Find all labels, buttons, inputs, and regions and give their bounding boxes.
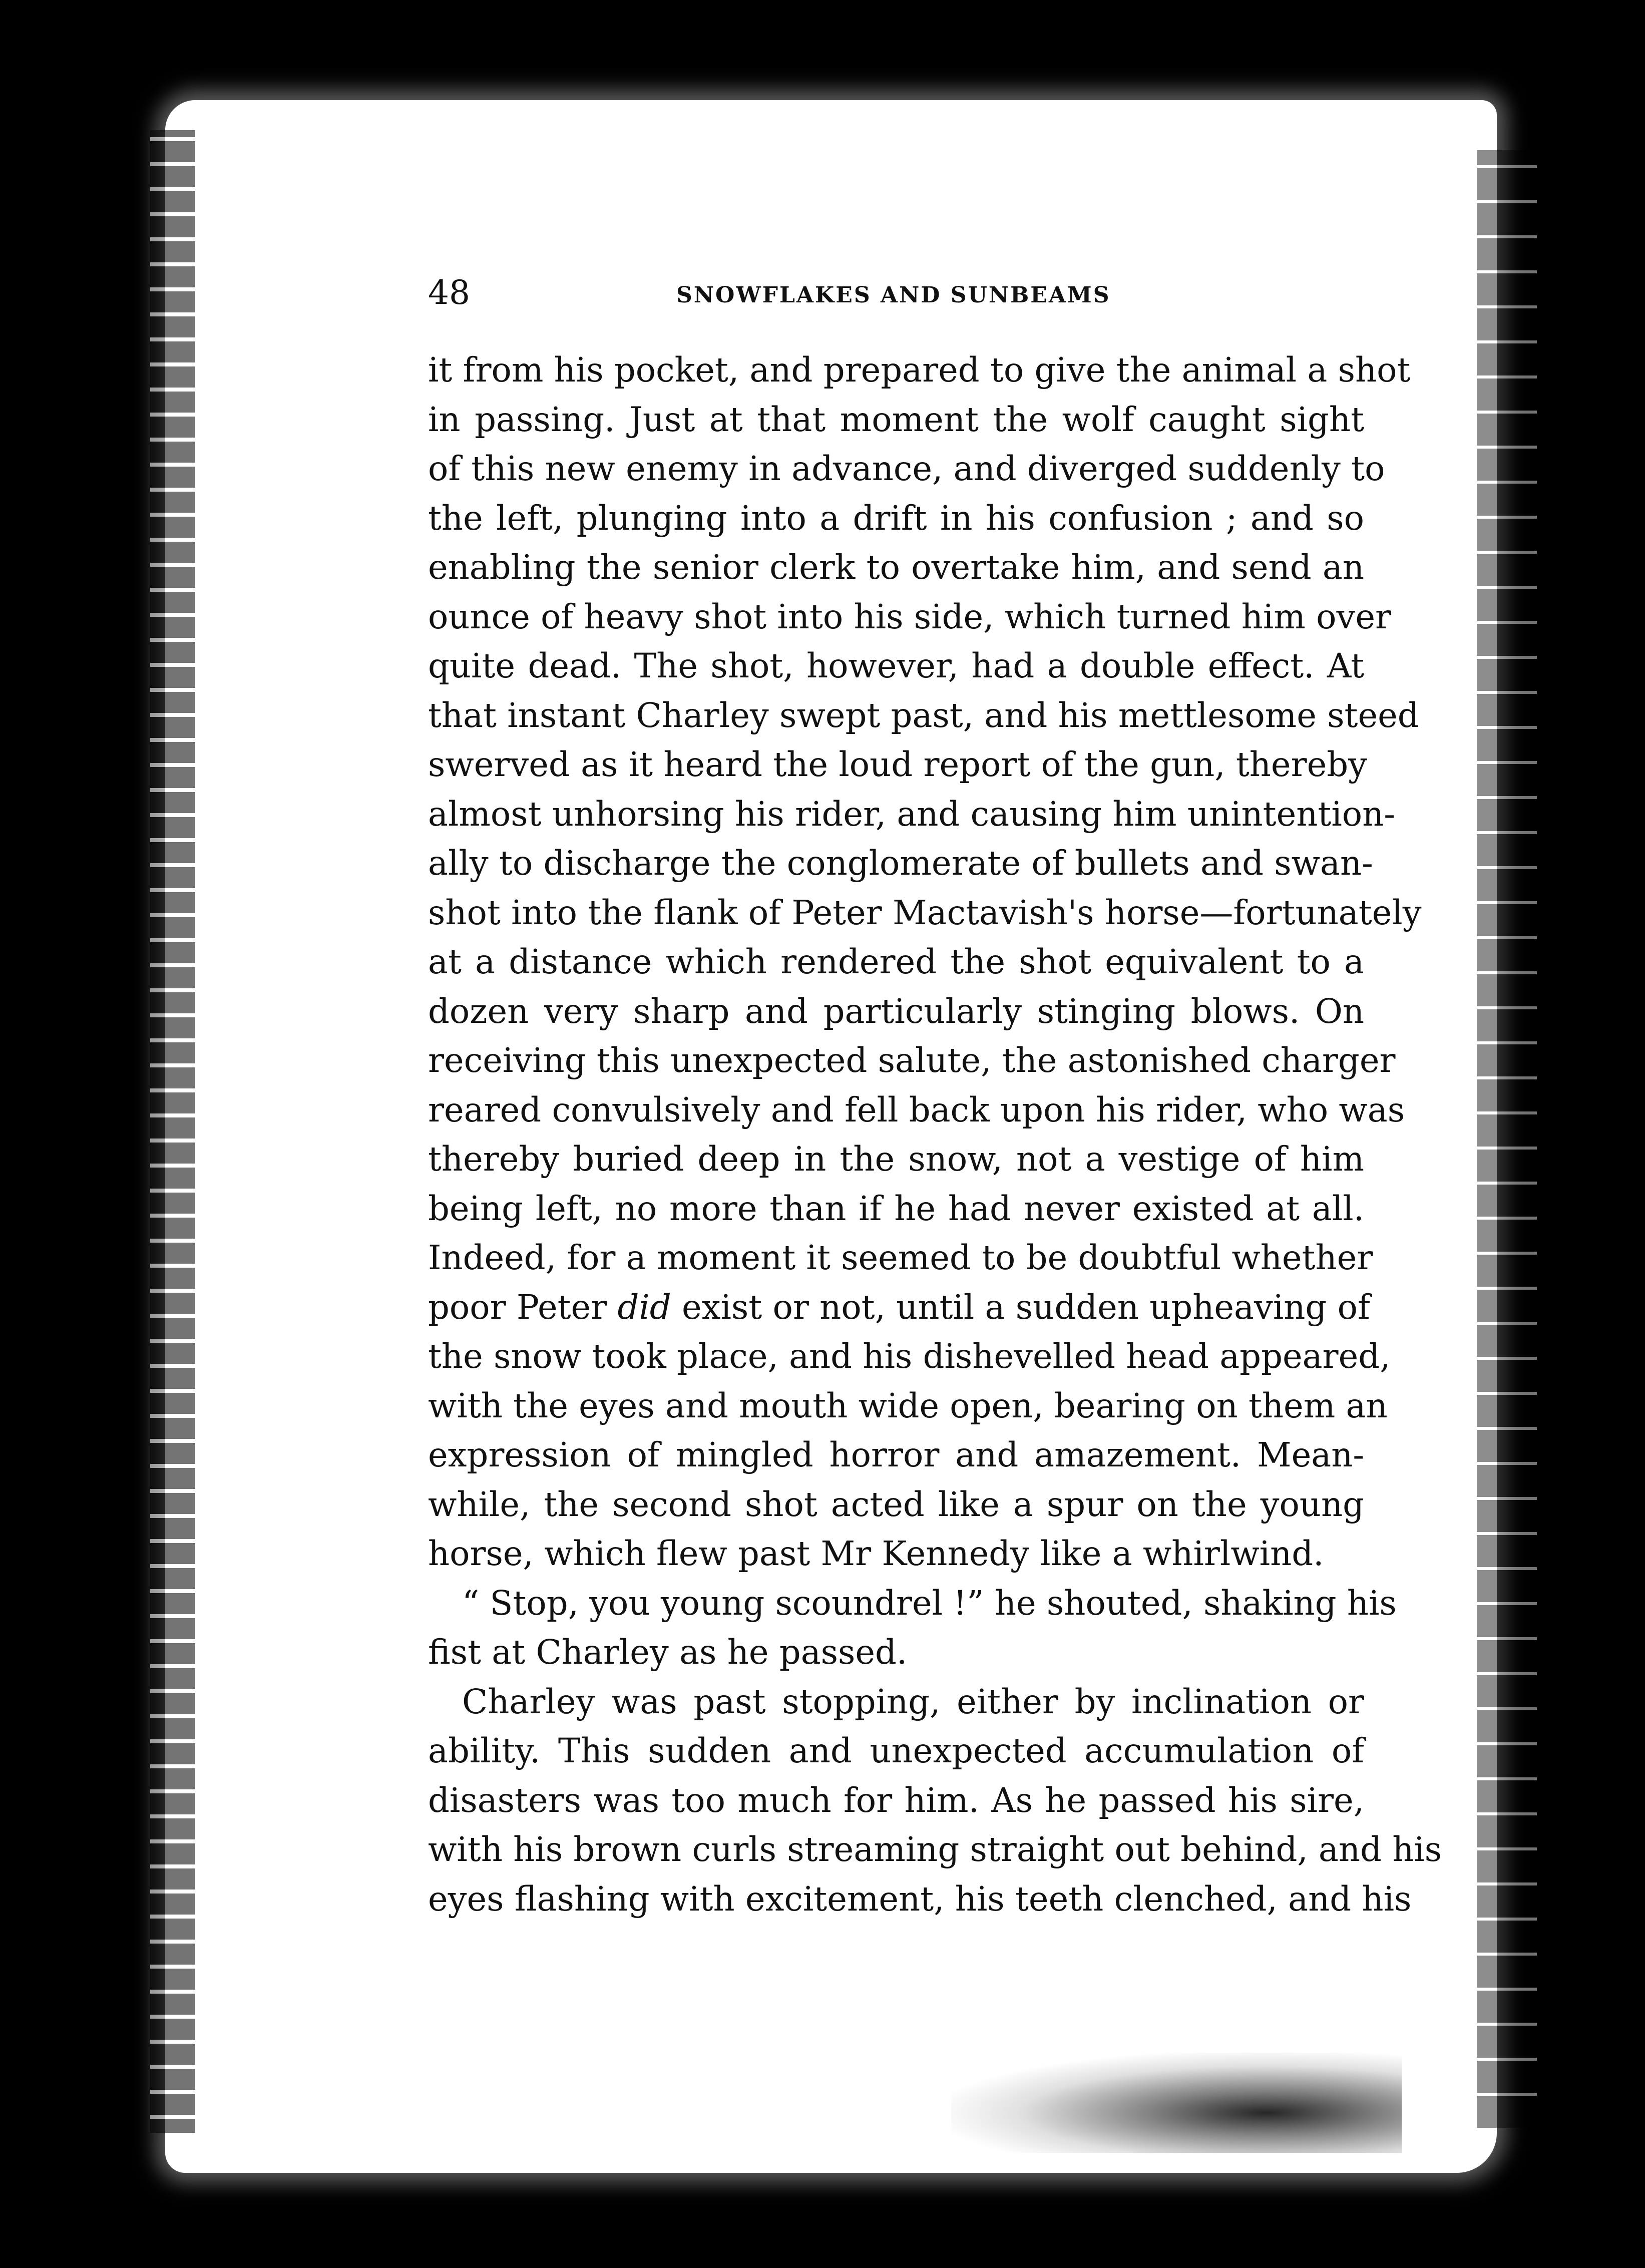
text-line: ally to discharge the conglomerate of bullets and swan- — [428, 844, 1373, 883]
text-line: Charley was past stopping, either by inclination or — [462, 1682, 1364, 1721]
page-header — [428, 270, 1369, 315]
page-number: 48 — [428, 273, 470, 312]
text-line: horse, which flew past Mr Kennedy like a whirlwind. — [428, 1534, 1324, 1573]
text-line: Indeed, for a moment it seemed to be doubtful whether — [428, 1238, 1373, 1277]
text-line: reared convulsively and fell back upon his rider, who was — [428, 1090, 1405, 1129]
text-line: enabling the senior clerk to overtake him, and send an — [428, 548, 1364, 587]
running-head: SNOWFLAKES AND SUNBEAMS — [676, 282, 1111, 308]
left-edge-scan-noise — [150, 130, 195, 2133]
text-line: disasters was too much for him. As he passed his sire, — [428, 1780, 1364, 1820]
text-line: the left, plunging into a drift in his confusion ; and so — [428, 498, 1364, 538]
text-line: while, the second shot acted like a spur on the young — [428, 1484, 1364, 1524]
bottom-ink-smudge — [951, 2053, 1402, 2153]
text-line: in passing. Just at that moment the wolf caught sight — [428, 400, 1364, 439]
text-line: it from his pocket, and prepared to give the animal a shot — [428, 350, 1411, 390]
text-line: that instant Charley swept past, and his mettlesome steed — [428, 695, 1419, 735]
text-line: receiving this unexpected salute, the astonished charger — [428, 1041, 1396, 1080]
text-line: at a distance which rendered the shot equivalent to a — [428, 942, 1364, 981]
text-line: dozen very sharp and particularly stinging blows. On — [428, 991, 1364, 1031]
text-line: thereby buried deep in the snow, not a vestige of him — [428, 1140, 1364, 1179]
text-line: swerved as it heard the loud report of the gun, thereby — [428, 745, 1367, 784]
text-line: poor Peter did exist or not, until a sudden upheaving of — [428, 1287, 1370, 1327]
text-line: “ Stop, you young scoundrel !” he shouted, shaking his — [462, 1583, 1397, 1623]
text-line: with his brown curls streaming straight out behind, and his — [428, 1830, 1442, 1869]
text-line: ability. This sudden and unexpected accumulation of — [428, 1731, 1364, 1770]
text-line: being left, no more than if he had never existed at all. — [428, 1189, 1364, 1228]
text-line: shot into the flank of Peter Mactavish's horse—fortunately — [428, 893, 1422, 932]
text-line: expression of mingled horror and amazement. Mean- — [428, 1435, 1364, 1474]
text-line: of this new enemy in advance, and diverged suddenly to — [428, 449, 1385, 488]
text-line: the snow took place, and his dishevelled head appeared, — [428, 1337, 1391, 1376]
right-edge-scan-noise — [1477, 150, 1537, 2128]
text-line: ounce of heavy shot into his side, which turned him over — [428, 597, 1391, 636]
text-line: quite dead. The shot, however, had a double effect. At — [428, 646, 1364, 685]
text-line: with the eyes and mouth wide open, bearing on them an — [428, 1386, 1388, 1425]
body-text — [428, 345, 1442, 1924]
text-line: fist at Charley as he passed. — [428, 1633, 908, 1672]
text-line: eyes flashing with excitement, his teeth clenched, and his — [428, 1879, 1412, 1919]
text-line: almost unhorsing his rider, and causing him unintention- — [428, 794, 1395, 834]
